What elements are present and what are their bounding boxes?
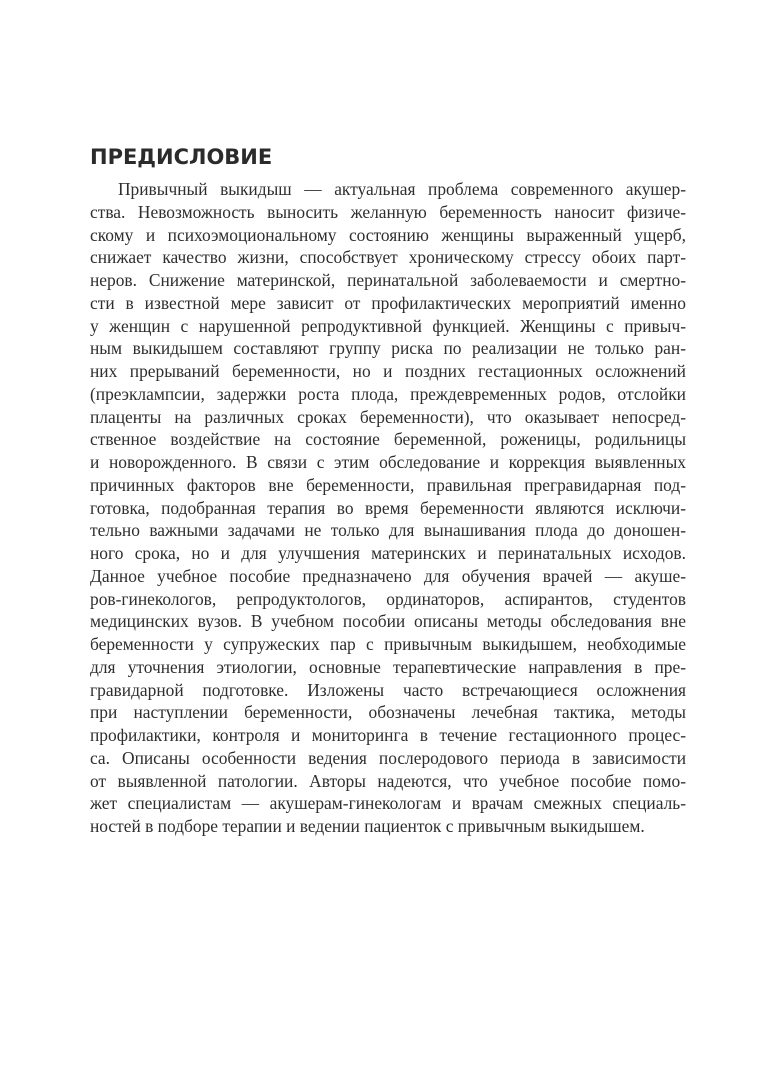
text-line: ным выкидышем составляют группу риска по реализации не только ран- (90, 338, 686, 359)
text-line: медицинских вузов. В учебном пособии описаны методы обследования вне (90, 611, 686, 632)
text-line: готовка, подобранная терапия во время беременности являются исключи- (90, 497, 686, 518)
text-line: жет специалистам — акушерам-гинекологам и врачам смежных специаль- (90, 793, 686, 814)
text-line: скому и психоэмоциональному состоянию женщины выраженный ущерб, (90, 224, 686, 245)
text-line: неров. Снижение материнской, перинатальной заболеваемости и смертно- (90, 270, 686, 290)
text-line: Данное учебное пособие предназначено для обучения врачей — акуше- (90, 565, 686, 586)
section-heading: ПРЕДИСЛОВИЕ (90, 145, 273, 169)
text-line: беременности у супружеских пар с привычным выкидышем, необходимые (90, 634, 686, 654)
text-line: плаценты на различных сроках беременности), что оказывает непосред- (90, 406, 686, 427)
text-line: сти в известной мере зависит от профилактических мероприятий именно (90, 292, 686, 313)
text-line: ственное воздействие на состояние беременной, роженицы, родильницы (90, 429, 686, 450)
text-line: ного срока, но и для улучшения материнских и перинатальных исходов. (90, 543, 686, 563)
text-line: ства. Невозможность выносить желанную беременность наносит физиче- (90, 201, 686, 222)
text-line: и новорожденного. В связи с этим обследование и коррекция выявленных (90, 452, 686, 472)
text-line: причинных факторов вне беременности, правильная прегравидарная под- (90, 474, 686, 495)
text-line: Привычный выкидыш — актуальная проблема современного акушер- (118, 179, 686, 199)
text-line: от выявленной патологии. Авторы надеются, что учебное пособие помо- (90, 770, 686, 791)
text-line: ров-гинекологов, репродуктологов, ординаторов, аспирантов, студентов (90, 588, 686, 609)
text-line: са. Описаны особенности ведения послеродового периода в зависимости (90, 747, 686, 768)
text-line: них прерываний беременности, но и поздних гестационных осложнений (90, 361, 686, 381)
text-line: при наступлении беременности, обозначены лечебная тактика, методы (90, 702, 686, 723)
text-line: ностей в подборе терапии и ведении пациенток с привычным выкидышем. (90, 816, 645, 836)
text-line: у женщин с нарушенной репродуктивной функцией. Женщины с привыч- (90, 315, 686, 336)
text-line: (преэклампсии, задержки роста плода, преждевременных родов, отслойки (90, 383, 686, 404)
preface-paragraph (90, 178, 686, 838)
text-line: профилактики, контроля и мониторинга в течение гестационного процес- (90, 725, 686, 745)
text-line: гравидарной подготовке. Изложены часто встречающиеся осложнения (90, 679, 686, 700)
text-line: снижает качество жизни, способствует хроническому стрессу обоих парт- (90, 247, 686, 268)
text-line: для уточнения этиологии, основные терапевтические направления в пре- (90, 656, 686, 677)
text-line: тельно важными задачами не только для вынашивания плода до доношен- (90, 520, 686, 541)
